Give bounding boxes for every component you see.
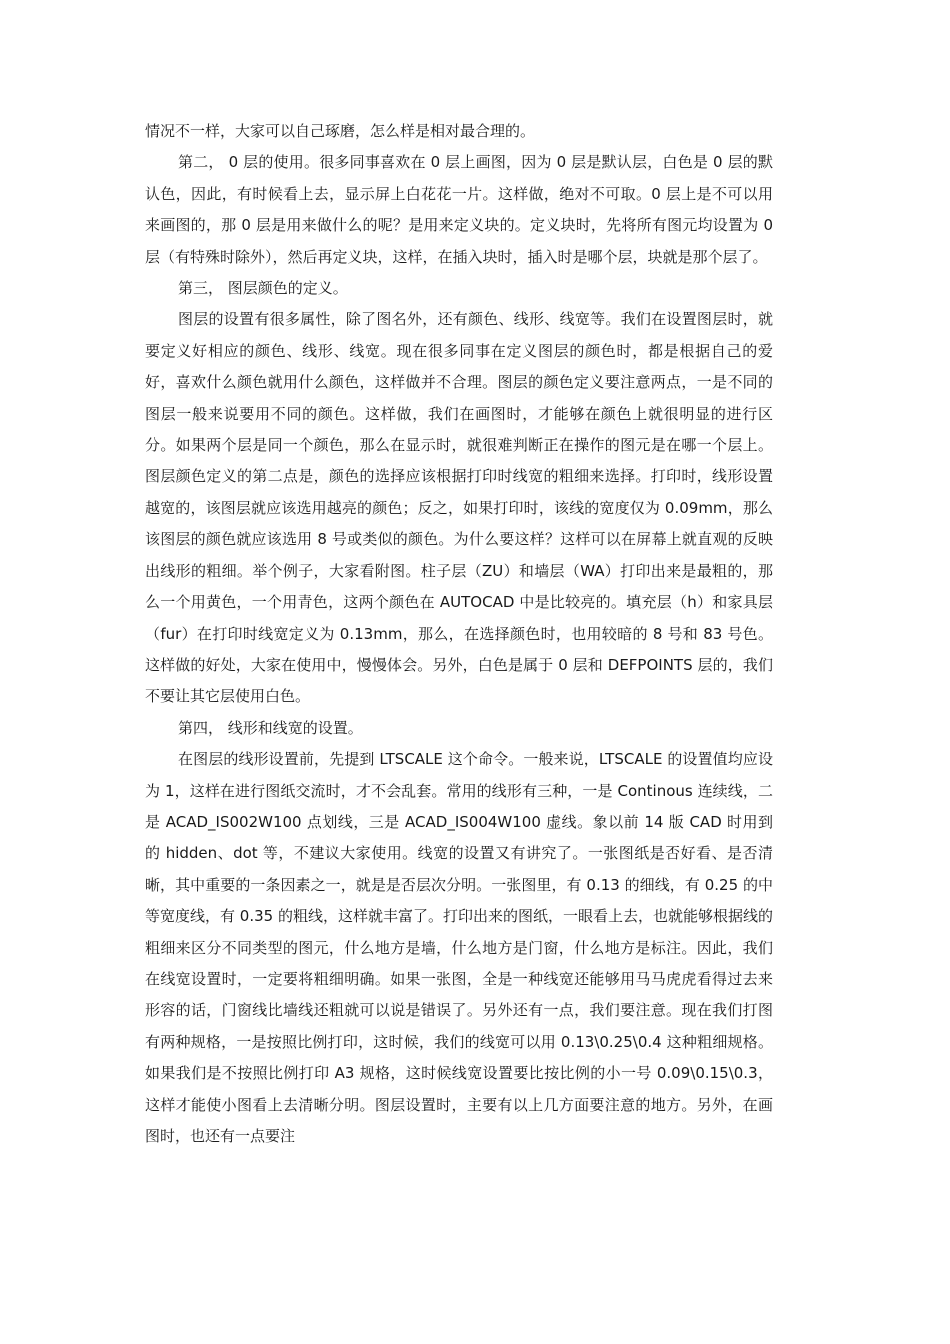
- paragraph-layer-color: 图层的设置有很多属性，除了图名外，还有颜色、线形、线宽等。我们在设置图层时，就要定义好相应的颜色、线形、线宽。现在很多同事在定义图层的颜色时，都是根据自己的爱好，喜欢什么颜色就用什么颜色，这样做并不合理。图层的颜色定义要注意两点，一是不同的图层一般来说要用不同的颜色。这样做，我们在画图时，才能够在颜色上就很明显的进行区分。如果两个层是同一个颜色，那么在显示时，就很难判断正在操作的图元是在哪一个层上。图层颜色定义的第二点是，颜色的选择应该根据打印时线宽的粗细来选择。打印时，线形设置越宽的，该图层就应该选用越亮的颜色；反之，如果打印时，该线的宽度仅为 0.09mm，那么该图层的颜色就应该选用 8 号或类似的颜色。为什么要这样？这样可以在屏幕上就直观的反映出线形的粗细。举个例子，大家看附图。柱子层（ZU）和墙层（WA）打印出来是最粗的，那么一个用黄色，一个用青色，这两个颜色在 AUTOCAD 中是比较亮的。填充层（h）和家具层（fur）在打印时线宽定义为 0.13mm，那么，在选择颜色时，也用较暗的 8 号和 83 号色。这样做的好处，大家在使用中，慢慢体会。另外，白色是属于 0 层和 DEFPOINTS 层的，我们不要让其它层使用白色。: [145, 310, 773, 706]
- paragraph-layer-zero: 第二， 0 层的使用。很多同事喜欢在 0 层上画图，因为 0 层是默认层，白色是 0 层的默认色，因此，有时候看上去，显示屏上白花花一片。这样做，绝对不可取。0 层上是不可以用来画图的，那 0 层是用来做什么的呢？是用来定义块的。定义块时，先将所有图元均设置为 0 层（有特殊时除外），然后再定义块，这样，在插入块时，插入时是哪个层，块就是那个层了。: [145, 153, 773, 266]
- document-body: [145, 116, 773, 1152]
- section-heading-layer-color: 第三， 图层颜色的定义。: [178, 279, 348, 298]
- paragraph-linetype-lineweight: 在图层的线形设置前，先提到 LTSCALE 这个命令。一般来说，LTSCALE 的设置值均应设为 1，这样在进行图纸交流时，才不会乱套。常用的线形有三种，一是 Continous 连续线，二是 ACAD_IS002W100 点划线，三是 ACAD_IS004W100 虚线。象以前 14 版 CAD 时用到的 hidden、dot 等，不建议大家使用。线宽的设置又有讲究了。一张图纸是否好看、是否清晰，其中重要的一条因素之一，就是是否层次分明。一张图里，有 0.13 的细线，有 0.25 的中等宽度线，有 0.35 的粗线，这样就丰富了。打印出来的图纸，一眼看上去，也就能够根据线的粗细来区分不同类型的图元，什么地方是墙，什么地方是门窗，什么地方是标注。因此，我们在线宽设置时，一定要将粗细明确。如果一张图，全是一种线宽还能够用马马虎虎看得过去来形容的话，门窗线比墙线还粗就可以说是错误了。另外还有一点，我们要注意。现在我们打图有两种规格，一是按照比例打印，这时候，我们的线宽可以用 0.13\0.25\0.4 这种粗细规格。如果我们是不按照比例打印 A3 规格，这时候线宽设置要比按比例的小一号 0.09\0.15\0.3，这样才能使小图看上去清晰分明。图层设置时，主要有以上几方面要注意的地方。另外，在画图时，也还有一点要注: [145, 750, 773, 1145]
- section-heading-linetype-lineweight: 第四， 线形和线宽的设置。: [178, 718, 363, 737]
- paragraph-continuation: 情况不一样，大家可以自己琢磨，怎么样是相对最合理的。: [145, 122, 536, 140]
